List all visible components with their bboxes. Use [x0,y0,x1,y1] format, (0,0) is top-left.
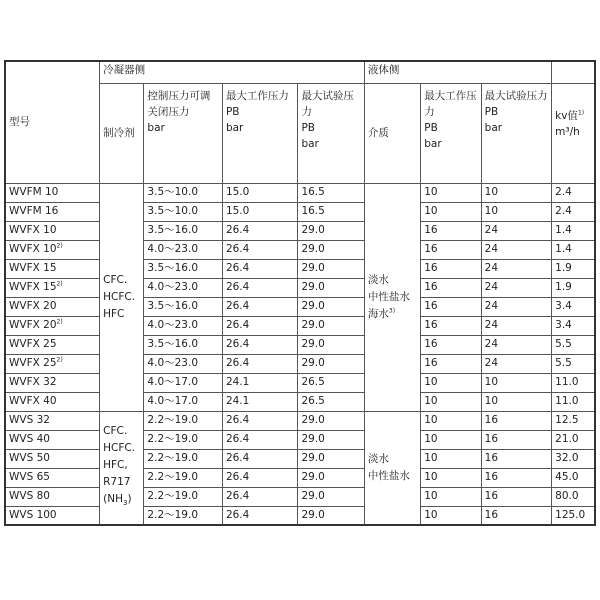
cell-max-test-pressure: 29.0 [298,487,364,506]
cell-model [5,259,100,278]
cell-liq-max-test-pressure: 10 [481,202,551,221]
cell-max-test-pressure: 29.0 [298,430,364,449]
cell-model-text: WVS 32 [9,414,50,426]
cell-control-pressure: 3.5～16.0 [144,297,223,316]
cell-max-work-pressure: 26.4 [222,278,298,297]
cell-model-text: WVFX 10 [9,224,57,236]
cell-kv: 5.5 [552,335,595,354]
cell-max-work-pressure: 26.4 [222,449,298,468]
cell-kv: 1.4 [552,221,595,240]
cell-model-text: WVS 40 [9,433,50,445]
table-row [5,392,595,411]
header-liq-max-work-pressure [421,83,481,183]
cell-model [5,392,100,411]
header-max-test-unit: bar [301,137,319,150]
cell-model [5,221,100,240]
cell-control-pressure: 3.5～16.0 [144,221,223,240]
cell-control-pressure: 2.2～19.0 [144,449,223,468]
cell-model [5,468,100,487]
cell-model-text: WVFX 32 [9,376,57,388]
cell-control-pressure: 2.2～19.0 [144,430,223,449]
cell-max-test-pressure: 29.0 [298,221,364,240]
header-max-work-pressure [222,83,298,183]
cell-model [5,449,100,468]
header-kv-top [552,61,595,83]
cell-model [5,202,100,221]
header-kv [552,83,595,183]
cell-liq-max-work-pressure: 10 [421,449,481,468]
cell-max-test-pressure: 29.0 [298,468,364,487]
cell-liq-max-work-pressure: 10 [421,392,481,411]
cell-liq-max-test-pressure: 16 [481,468,551,487]
cell-model-text: WVFX 25 [9,338,57,350]
cell-max-work-pressure: 26.4 [222,259,298,278]
cell-control-pressure: 4.0～23.0 [144,354,223,373]
table-row [5,354,595,373]
nh3-text: (NH [103,493,123,506]
refrigerant-line: CFC. [103,273,128,286]
cell-max-test-pressure: 29.0 [298,259,364,278]
cell-control-pressure: 2.2～19.0 [144,411,223,430]
cell-control-pressure: 4.0～17.0 [144,373,223,392]
cell-model-text: WVFX 25 [9,357,57,369]
cell-model-text: WVFX 20 [9,319,57,331]
header-max-work-unit: bar [225,121,244,134]
cell-liq-max-test-pressure: 10 [481,392,551,411]
cell-control-pressure: 4.0～23.0 [144,240,223,259]
cell-kv: 1.9 [552,278,595,297]
table-row [5,278,595,297]
cell-liq-max-test-pressure: 10 [481,183,551,202]
header-liq-max-work-unit: bar [424,137,442,150]
cell-liq-max-work-pressure: 16 [421,297,481,316]
table-row [5,411,595,430]
medium-text: 淡水 [367,452,389,465]
cell-max-work-pressure: 26.4 [222,506,298,525]
cell-control-pressure: 2.2～19.0 [144,506,223,525]
refrigerant-nh3 [103,491,140,512]
table-row [5,335,595,354]
header-max-test-label: 最大试验压力 [301,89,354,118]
cell-liq-max-test-pressure: 16 [481,487,551,506]
cell-max-work-pressure: 26.4 [222,411,298,430]
cell-liq-max-work-pressure: 10 [421,506,481,525]
cell-kv: 125.0 [552,506,595,525]
cell-max-work-pressure: 26.4 [222,297,298,316]
cell-liq-max-work-pressure: 16 [421,259,481,278]
cell-max-work-pressure: 26.4 [222,487,298,506]
cell-model-text: WVS 80 [9,490,50,502]
table-row [5,316,595,335]
cell-max-work-pressure: 26.4 [222,468,298,487]
table-row [5,506,595,525]
cell-max-work-pressure: 26.4 [222,354,298,373]
medium-line [368,289,417,306]
header-kv-label [555,108,591,124]
cell-liq-max-test-pressure: 16 [481,430,551,449]
cell-kv: 5.5 [552,354,595,373]
cell-liq-max-work-pressure: 10 [421,468,481,487]
table-body [5,183,595,525]
cell-liq-max-work-pressure: 16 [421,278,481,297]
cell-max-test-pressure: 29.0 [298,335,364,354]
header-max-work-label: 最大工作压力 [225,89,289,102]
cell-max-test-pressure: 29.0 [298,354,364,373]
cell-kv: 80.0 [552,487,595,506]
header-max-test-pb: PB [301,121,315,134]
cell-liq-max-test-pressure: 24 [481,316,551,335]
header-liq-max-test-label: 最大试验压力 [484,89,548,102]
cell-model-text: WVFM 10 [9,186,59,198]
header-refrigerant: 制冷剂 [100,83,144,183]
cell-max-test-pressure: 16.5 [298,183,364,202]
cell-kv: 1.4 [552,240,595,259]
header-control-pressure-label: 控制压力可调关闭压力 [147,89,211,118]
cell-max-test-pressure: 29.0 [298,506,364,525]
cell-model-text: WVS 65 [9,471,50,483]
cell-control-pressure: 4.0～17.0 [144,392,223,411]
cell-max-work-pressure: 26.4 [222,316,298,335]
medium-line [368,468,417,485]
cell-kv: 3.4 [552,316,595,335]
cell-liq-max-test-pressure: 24 [481,278,551,297]
cell-control-pressure: 3.5～16.0 [144,259,223,278]
cell-max-work-pressure: 26.4 [222,335,298,354]
cell-max-test-pressure: 26.5 [298,373,364,392]
cell-model [5,487,100,506]
cell-control-pressure: 2.2～19.0 [144,468,223,487]
medium-footnote: 3) [388,307,396,314]
header-liq-max-test-pressure [481,83,551,183]
cell-max-work-pressure: 15.0 [222,202,298,221]
cell-model [5,411,100,430]
cell-control-pressure: 4.0～23.0 [144,316,223,335]
cell-kv: 2.4 [552,202,595,221]
cell-max-work-pressure: 26.4 [222,221,298,240]
refrigerant-line: HCFC. [103,290,136,303]
cell-max-test-pressure: 26.5 [298,392,364,411]
cell-model-text: WVFX 10 [9,243,57,255]
cell-max-test-pressure: 29.0 [298,297,364,316]
header-model: 型号 [5,61,100,183]
cell-kv: 3.4 [552,297,595,316]
cell-liq-max-test-pressure: 24 [481,240,551,259]
header-control-pressure-unit: bar [147,121,165,134]
refrigerant-line: HFC, [103,459,128,472]
cell-model [5,183,100,202]
cell-liq-max-test-pressure: 24 [481,297,551,316]
refrigerant-line: HCFC. [103,442,136,455]
table-row [5,240,595,259]
cell-liq-max-test-pressure: 16 [481,411,551,430]
cell-model-text: WVFM 16 [9,205,59,217]
cell-medium [364,411,420,525]
cell-liq-max-test-pressure: 16 [481,506,551,525]
cell-model [5,335,100,354]
cell-max-test-pressure: 29.0 [298,240,364,259]
cell-kv: 32.0 [552,449,595,468]
cell-model [5,506,100,525]
cell-kv: 1.9 [552,259,595,278]
cell-liq-max-test-pressure: 16 [481,449,551,468]
refrigerant-line: R717 [103,476,131,489]
cell-max-work-pressure: 26.4 [222,240,298,259]
table-row [5,221,595,240]
cell-control-pressure: 3.5～10.0 [144,202,223,221]
cell-max-test-pressure: 29.0 [298,278,364,297]
table-row [5,487,595,506]
medium-line [368,272,417,289]
cell-model-text: WVFX 15 [9,281,57,293]
cell-kv: 11.0 [552,373,595,392]
cell-model [5,240,100,259]
cell-liq-max-test-pressure: 24 [481,354,551,373]
cell-model [5,316,100,335]
header-liq-max-work-pb: PB [424,121,438,134]
header-liquid-side: 液体侧 [364,61,551,83]
cell-refrigerant [100,411,144,525]
cell-model [5,373,100,392]
cell-max-work-pressure: 15.0 [222,183,298,202]
cell-control-pressure: 3.5～16.0 [144,335,223,354]
cell-control-pressure: 3.5～10.0 [144,183,223,202]
cell-model-text: WVFX 40 [9,395,57,407]
cell-liq-max-test-pressure: 24 [481,259,551,278]
table-row [5,449,595,468]
cell-liq-max-test-pressure: 24 [481,221,551,240]
table-row [5,259,595,278]
header-control-pressure [144,83,223,183]
header-kv-footnote: 1) [577,109,585,116]
cell-model [5,354,100,373]
table-row [5,183,595,202]
medium-text: 中性盐水 [367,290,410,303]
cell-liq-max-work-pressure: 10 [421,430,481,449]
cell-model-footnote: 2) [56,280,63,288]
cell-liq-max-work-pressure: 16 [421,221,481,240]
cell-model-footnote: 2) [56,318,63,326]
table-row [5,297,595,316]
cell-kv: 12.5 [552,411,595,430]
header-max-test-pressure [298,83,364,183]
medium-line [368,306,417,323]
header-liq-max-work-label: 最大工作压力 [424,89,477,118]
cell-max-work-pressure: 24.1 [222,392,298,411]
specification-table [4,60,596,526]
cell-liq-max-work-pressure: 10 [421,183,481,202]
cell-max-test-pressure: 29.0 [298,316,364,335]
cell-model-text: WVFX 20 [9,300,57,312]
cell-liq-max-work-pressure: 10 [421,373,481,392]
cell-model [5,430,100,449]
refrigerant-line: HFC [103,307,125,320]
cell-model-text: WVFX 15 [9,262,57,274]
table-row [5,202,595,221]
table-row [5,373,595,392]
cell-kv: 21.0 [552,430,595,449]
table-row [5,468,595,487]
cell-max-work-pressure: 24.1 [222,373,298,392]
medium-text: 淡水 [367,273,389,286]
cell-liq-max-work-pressure: 10 [421,487,481,506]
cell-liq-max-work-pressure: 16 [421,316,481,335]
cell-liq-max-test-pressure: 24 [481,335,551,354]
header-condenser-side: 冷凝器侧 [100,61,365,83]
cell-medium [364,183,420,411]
cell-max-test-pressure: 16.5 [298,202,364,221]
nh3-close: ) [127,493,132,506]
cell-model-text: WVS 50 [9,452,50,464]
cell-control-pressure: 2.2～19.0 [144,487,223,506]
medium-text: 中性盐水 [367,469,410,482]
header-liq-max-test-unit: bar [484,121,503,134]
cell-liq-max-work-pressure: 10 [421,202,481,221]
nh3-subscript: 3 [122,499,128,508]
medium-text: 海水 [367,307,389,320]
cell-kv: 11.0 [552,392,595,411]
cell-model [5,278,100,297]
header-row-group [5,61,595,83]
cell-model-footnote: 2) [56,242,63,250]
header-liq-max-test-pb: PB [484,105,499,118]
cell-max-test-pressure: 29.0 [298,449,364,468]
cell-control-pressure: 4.0～23.0 [144,278,223,297]
cell-refrigerant [100,183,144,411]
cell-liq-max-work-pressure: 16 [421,240,481,259]
header-max-work-pb: PB [225,105,240,118]
cell-model [5,297,100,316]
cell-max-test-pressure: 29.0 [298,411,364,430]
table-row [5,430,595,449]
cell-model-text: WVS 100 [9,508,57,521]
cell-kv: 2.4 [552,183,595,202]
header-medium: 介质 [364,83,420,183]
cell-liq-max-work-pressure: 16 [421,354,481,373]
cell-model-footnote: 2) [56,356,63,364]
medium-line [368,451,417,468]
cell-kv: 45.0 [552,468,595,487]
refrigerant-line: CFC. [103,425,128,438]
header-kv-text: kv值 [555,109,578,122]
header-kv-unit: m³/h [555,125,580,138]
cell-liq-max-work-pressure: 16 [421,335,481,354]
cell-liq-max-work-pressure: 10 [421,411,481,430]
cell-max-work-pressure: 26.4 [222,430,298,449]
cell-liq-max-test-pressure: 10 [481,373,551,392]
